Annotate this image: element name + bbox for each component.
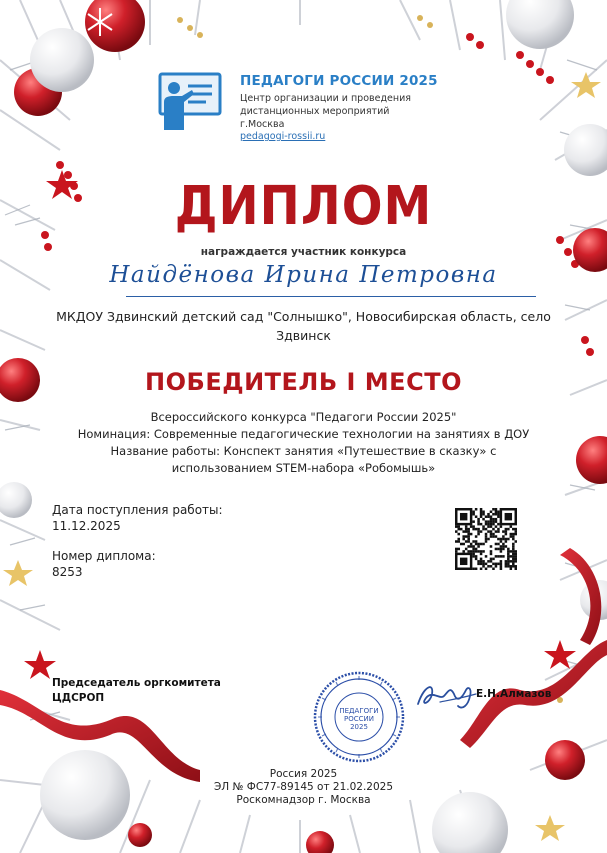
number-label: Номер диплома: [52, 549, 156, 563]
teacher-presentation-icon [158, 72, 222, 132]
received-date: 11.12.2025 [52, 519, 121, 533]
handwritten-signature [410, 676, 480, 716]
chair-title [52, 676, 221, 706]
logo-title: ПЕДАГОГИ РОССИИ 2025 [240, 73, 438, 89]
footer-line: Роскомнадзор г. Москва [236, 794, 371, 806]
website-link[interactable]: pedagogi-rossii.ru [240, 131, 326, 142]
stamp-text: 2025 [350, 723, 368, 731]
recipient-organization: МКДОУ Здвинский детский сад "Солнышко", Новосибирская область, село Здвинск [56, 309, 551, 343]
contest-line: использованием STEM-набора «Робомышь» [171, 461, 436, 475]
stamp-text: ПЕДАГОГИ [339, 707, 379, 715]
qr-code[interactable] [455, 508, 517, 570]
diploma-number: 8253 [52, 565, 83, 579]
received-label: Дата поступления работы: [52, 503, 223, 517]
official-stamp [312, 670, 406, 764]
recipient-name: Найдёнова Ирина Петровна [109, 262, 498, 288]
diploma-title: ДИПЛОМ [174, 174, 433, 238]
stamp-text: РОССИИ [344, 715, 374, 723]
logo-subtitle-line: дистанционных мероприятий [240, 106, 390, 117]
signer-name: Е.Н.Алмазов [476, 688, 552, 700]
logo-subtitle-line: Центр организации и проведения [240, 93, 411, 104]
contest-details [40, 409, 567, 477]
footer [0, 768, 607, 807]
footer-line: Россия 2025 [269, 768, 338, 780]
footer-line: ЭЛ № ФС77-89145 от 21.02.2025 [213, 781, 394, 793]
chair-line: Председатель оргкомитета [52, 677, 221, 689]
name-underline [126, 296, 536, 297]
contest-line: Название работы: Конспект занятия «Путешествие в сказку» с [110, 444, 497, 458]
awarded-text: награждается участник конкурса [200, 246, 407, 258]
contest-line: Номинация: Современные педагогические технологии на занятиях в ДОУ [77, 427, 530, 441]
logo-subtitle-line: г.Москва [240, 119, 285, 130]
contest-line: Всероссийского конкурса "Педагоги России 2025" [150, 410, 457, 424]
chair-line: ЦДСРОП [52, 692, 105, 704]
award-place: ПОБЕДИТЕЛЬ I МЕСТО [145, 368, 462, 396]
